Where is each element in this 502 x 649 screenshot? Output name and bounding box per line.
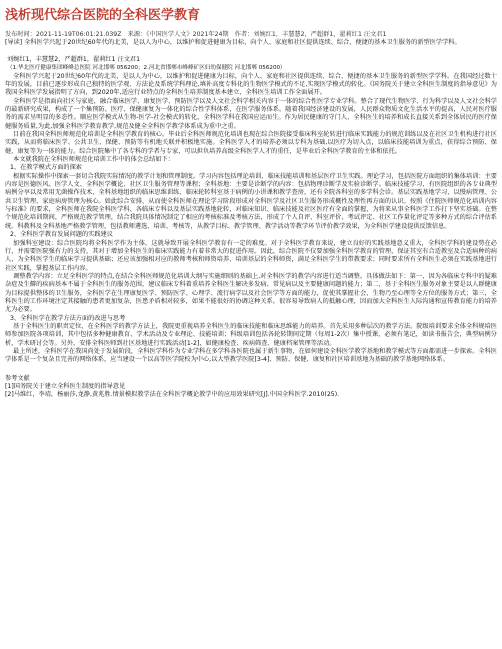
section-heading: 2、全科医学教育发展问题的实践建议 [10, 231, 113, 239]
reference-item: [1]国务院关于建立全科医生制度的指导意见 [5, 383, 126, 391]
body-paragraph: 调整教学内容：立足全科医学的特点,在结合全科医师规范化培训大纲与实施细则的基础上,对全科医学的教学内容进行适当调整。具体做法如下：第一，因为各临床专科中的疑难杂症及生僻的疾病基本不属于全科医生的服务范围，建议临床专科着重培养全科医生解决多发病、常见病以及主要健康问题的能力；第二，基于全科医生服务对象主要是以人群健康为目标提供整体的卫生服务，全科医学在生理康复医学、预防医学、心理学、流行病学以及社会医学等方面的能力，促使其掌握社会、生物乃至心理等全方位的服务方式；第三，全科医生的工作环境注定其接触的患者更加复杂，医患矛盾相对较多，如果不能很好的协调这种关系，很容易导致病人的抵触心理，因而加大全科医生人际沟通和宣传教育能力的培养尤为必要。 [5, 272, 497, 314]
references-section [5, 375, 497, 400]
body-paragraph: 根据实际操作中探索一套切合我院实际情况的教学计划和管理制度。学习内容包括理论培训、临床技能培训和基层医疗卫生实践。理论学习，包括医院方面组织的集体培训：主要内容是医德医风、医学人文、全科医学概论、社区卫生服务管理等课程；全科基地：主要是诊断学的内容：包括物理诊断学及实验诊断学。临床技能学习，有医院组织的各专业典型病例分享以及常用无菌操作技术，全科基地组织的临床思维训练、临床轮转科室基于病例的小讲课和教学查房，还有全院各科室的多学科会诊。基层实践基地学习，以慢病管理、公共卫生管理、家庭病房管理为核心。如此综合安排，从而使全科医师在理论学习阶段形成对全科医学及社区卫生服务形成概性及理性再方面的认识。按照《住院医师规范化培训内容与标准》的要求，全科医师在我院全科医学科、各临床专科以及基层实践基地轮转，对临床知识、临床技能及社区医疗有全面的掌握，为将来从事全科医学工作打下坚实基础。在整个规范化培训期间，严格规范教学管理，结合我院具体情况制定了相应的考核标准及考核方法，形成了个人自评、科室评价、考试评定、社区工作量化评定等多种方式的综合评估系统。科教科及全科基地严格教学管理，包括教师遴选、培训、考核等，从教学目标、教学管理、教学活动等教学环节评价教学效果，为全科医学建设提供反馈信息。 [5, 172, 497, 230]
article-meta: 发布时间：2021-11-19T06:01:21.039Z 来源：《中国医学人文》2021年24期 作者：刘婉红1，丰慧慧2，严超群1，翟莉红1 汪文君1 [5, 31, 387, 38]
body-paragraph: 全科医学兴起于20世纪60年代的北美，是以人为中心，以维护和促进健康为目标，向个人、家庭和社区提供连续、综合、便捷的基本卫生服务的新型医学学科。在我国经过数十年的发展，目前已逐步形成自己独特的医学观、方法论及系统学科理论,填补高度专科化的生物医学模式的不足,实现医学模式的转化。《国务院关于建立全科医生制度的指导意见》为我国全科医学发展指明了方向，到2020年,适应行业特点的全科医生培养制度基本建立，全科医生培训工作全面展开。 [5, 72, 497, 97]
body-paragraph: 加强科室建设：综合医院均将全科医学作为主体，这就导致开展全科医学教育有一定的难度。对于全科医学教育来说，建立良好的实践基地意义重大，全科医学科的建设势在必行，并需要医院强有力的支持，其对于增加全科医生的临床实践能力有着非常大的促进作用。因此，综合医院不仅要加强全科医学教育的管理，保证其室有合适教室及合适病种的病人，为全科医学生的临床学习提供基础；还应该加强相对应的教师考核和师资培养，培训基层的全科师资，满足全科医学生的带教要求；同时要求所有全科医生必须在实践基地进行社区实践，掌握基层工作内容。 [5, 239, 497, 272]
body-paragraph: 全科医学是指面向社区与家庭，融合临床医学、康复医学、预防医学以及人文社会科学相关内容于一体的综合性医学专业学科。整合了现代生物医学、行为科学以及人文社会科学的最新研究成果，构成了一个集预防、医疗、保健康复为一体化的综合性学科体系，在医学服务体系。随着我国经济建设的发展，人民群众物质文化生活水平的提高，人民对医疗服务的需求呈明显的多态性。顺应医学模式从生物-医学-社会模式的转化，全科医学科在我国应运而生。作为居民健康的守门人，全科医生的培养和成长直接关系到全体居民的医疗保健服务质量,为此,加强全科医学教育教学,规范及健全全科医学教学体系成为重中之重。 [5, 97, 497, 130]
section-heading: 1、在教学模式方面的探索 [10, 164, 82, 172]
article-body [5, 73, 497, 365]
body-paragraph: 最上所述，全科医学在我国尚处于发展阶段，全科医学科作为专业学科在多学科各医院也属于新生事物，在如何建设全科医学教学基地和教学模式等方面都需进一步探索。全科医学体系是一个复杂且完善的网络体系，应当建设一个以高等医学院校为中心,以大型教学医院[3-4]、预防、保健、康复和社区培训基地为基础的教学基地网络体系。 [5, 347, 497, 364]
body-paragraph: 基于全科医生的职责定位，在全科医学的教学方法上，我院更重视培养全科医生的临床技能和临床思维能力的培养。首先采用多种层次的教学方法。院级培训要求全体全科规培医师参加医院各项培训，其中包括多种健康教育、学术活动及专业理论、技能培训；科级培训包括各轮转期间定期（每周1-2次）集中授课，必须有笔记，如读书报告会，典型病例分析，学术研讨会等。另外，安排全科医师到社区基地进行实践活动[1-2]，如健康检查、疾病筛查、健康档案管理等活动。 [5, 322, 497, 347]
body-paragraph: 本文就我院在全科医师规范化培训工作中的体会总结如下： [13, 156, 174, 164]
body-paragraph: 目前在我国全科医师规范化培训是全科医学教育的核心。毕业后全科医师规范化培训也现在综合医院接受临床科室轮转进行临床实践能力的规范训练以及在社区卫生机构进行社区实践，从而将临床医学、公共卫生、保健、预防等有机地关联并积极地实施。全科医学人才的培养必须以专科为基础,以医疗为切入点，以临床技能培训为重点，获得综合预防、保健、康复等为一体的能力。综合医院集中了各专科的学者与专家，可以担负培养高级全科医学人才的重任，是毕业后全科医学教育的主体和依托。 [5, 131, 497, 155]
reference-item: [2]马维红，李靖，杨丽莎,龙静,黄兆胜.情景模拟教学法在全科医学概论教学中的应用效果研究[J].中国全科医学.2010(25). [5, 391, 340, 399]
author-affiliation: （1.华北医疗健康集团峰峰总医院 河北邯郸 056200；2.河北省邯郸市峰峰矿区妇幼保健院 河北邯郸 056200） [7, 65, 286, 72]
author-list: 刘婉红1，丰慧慧2，严超群1，翟莉红1 汪文君1 [7, 55, 141, 63]
references-title: 参考文献 [5, 374, 30, 382]
section-heading: 3、全科医学在教学方法方面的改进与思考 [10, 314, 126, 322]
article-title: 浅析现代综合医院的全科医学教育 [5, 8, 201, 23]
article-abstract: [导读] 全科医学兴起于20世纪60年代的北美，是以人为中心，以维护和促进健康为目标，向个人、家庭和社区提供连续、综合、便捷的基本卫生服务的新型医学学科。 [5, 39, 461, 47]
